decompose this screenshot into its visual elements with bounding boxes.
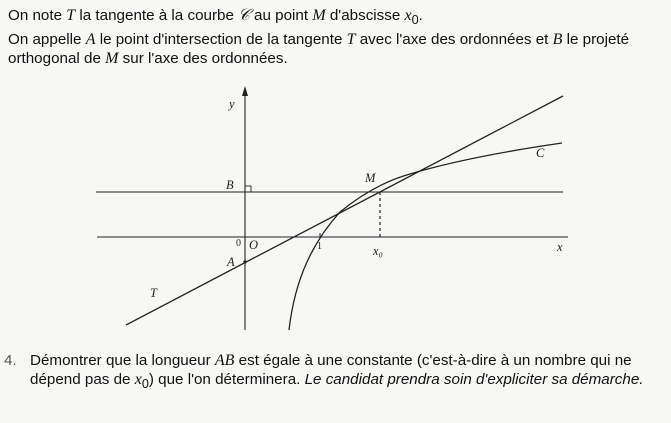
intro-text-part: avec l'axe des ordonnées et — [355, 31, 553, 49]
math-M: M — [105, 50, 119, 68]
question-text-part: ) que l'on déterminera. — [148, 371, 305, 388]
label-x: x — [557, 240, 563, 254]
label-x0: x₀ — [373, 244, 383, 258]
intro-text-part: . — [418, 7, 423, 24]
tangent-line-T — [126, 96, 563, 325]
label-zero-tick: 0 — [236, 238, 241, 249]
label-C: C — [536, 146, 545, 160]
intro-text-part: le point d'intersection de la tangente — [95, 31, 347, 49]
math-B: B — [552, 31, 563, 49]
label-B: B — [226, 178, 234, 192]
y-axis-arrow-icon — [242, 86, 248, 96]
label-O: O — [249, 238, 259, 252]
math-x0: x — [134, 371, 142, 388]
point-A — [243, 260, 246, 263]
label-y: y — [229, 97, 235, 111]
label-M: M — [365, 171, 376, 185]
question-instruction: Le candidat prendra soin d'expliciter sa démarche. — [304, 371, 644, 388]
label-A: A — [227, 255, 235, 269]
question-text-part: Démontrer que la longueur — [30, 352, 215, 369]
question-4 — [4, 351, 666, 394]
question-text-part: est égale à une constante (c'est-à-dire à un nombre qui ne dépend pas de — [30, 352, 632, 388]
intro-text-part: d'abscisse — [325, 7, 405, 24]
intro-text-part: la tangente à la courbe — [75, 7, 239, 24]
math-A: A — [85, 31, 96, 49]
intro-text-part: On appelle — [8, 31, 86, 49]
math-C: 𝒞 — [238, 7, 250, 24]
intro-text-part: le projeté orthogonal de — [8, 31, 630, 68]
math-x0: x — [404, 7, 412, 24]
label-T: T — [150, 286, 157, 300]
math-T: T — [66, 7, 76, 24]
math-T: T — [346, 31, 356, 49]
math-AB: AB — [214, 352, 235, 369]
question-number: 4. — [4, 352, 17, 369]
label-one: 1 — [317, 241, 322, 252]
intro-text-part: au point — [249, 7, 313, 24]
intro-text-part: On note — [8, 7, 67, 24]
math-M: M — [312, 7, 326, 24]
math-x0-subscript: 0 — [411, 13, 419, 28]
math-x0-subscript: 0 — [141, 377, 149, 392]
intro-text-part: sur l'axe des ordonnées. — [118, 50, 288, 68]
right-angle-marker — [245, 186, 251, 192]
